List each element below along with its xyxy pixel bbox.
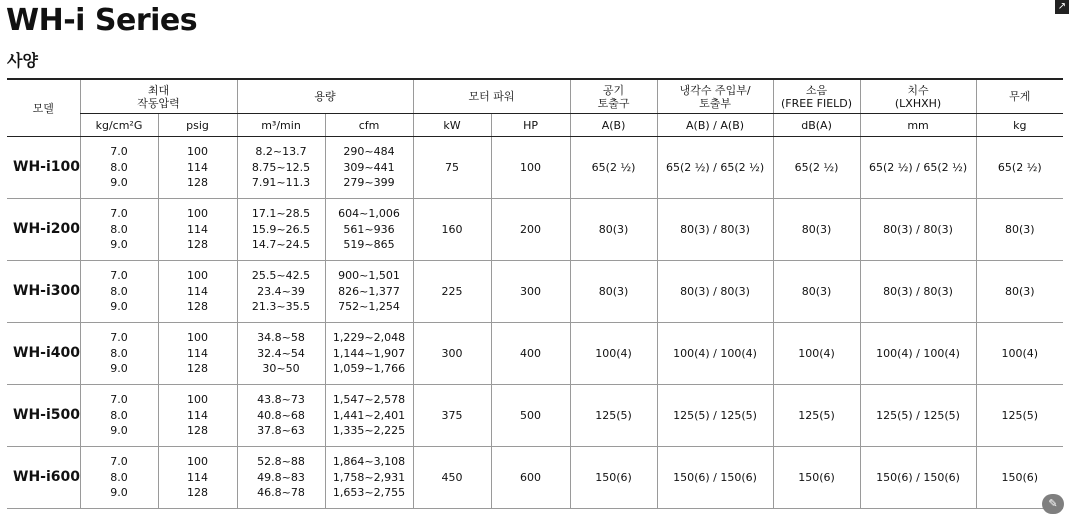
pressure-psig-value: 114 (187, 346, 208, 360)
pressure-psig-value: 114 (187, 160, 208, 174)
capacity-cfm-value: 1,441~2,401 (332, 408, 406, 422)
pressure-kgcm2g-value: 8.0 (110, 408, 128, 422)
air-outlet-cell: 65(2 ½) (570, 137, 657, 199)
pressure-psig-value: 100 (187, 207, 208, 221)
pressure-psig-cell (158, 199, 237, 261)
pressure-kgcm2g-cell (80, 447, 158, 509)
pressure-psig-value: 114 (187, 284, 208, 298)
header-pressure: 최대 작동압력 (80, 79, 237, 114)
motor-kw-cell: 375 (413, 385, 491, 447)
dimensions-cell: 65(2 ½) / 65(2 ½) (860, 137, 976, 199)
coolant-port-cell: 80(3) / 80(3) (657, 199, 773, 261)
pressure-kgcm2g-value: 8.0 (110, 470, 128, 484)
noise-cell: 80(3) (773, 199, 860, 261)
motor-kw-cell: 225 (413, 261, 491, 323)
capacity-m3min-value: 34.8~58 (257, 331, 305, 345)
unit-kw: kW (413, 114, 491, 137)
table-row (7, 385, 1063, 447)
unit-dimensions: mm (860, 114, 976, 137)
capacity-cfm-value: 1,653~2,755 (332, 486, 406, 500)
capacity-cfm-value: 290~484 (343, 145, 395, 159)
dimensions-cell: 80(3) / 80(3) (860, 261, 976, 323)
capacity-m3min-cell (237, 385, 325, 447)
weight-cell: 65(2 ½) (976, 137, 1063, 199)
capacity-cfm-value: 1,758~2,931 (332, 470, 406, 484)
capacity-cfm-value: 752~1,254 (338, 300, 400, 314)
coolant-port-cell: 65(2 ½) / 65(2 ½) (657, 137, 773, 199)
section-title-spec: 사양 (7, 51, 38, 70)
capacity-m3min-value: 40.8~68 (257, 408, 305, 422)
pressure-psig-value: 100 (187, 269, 208, 283)
capacity-cfm-cell (325, 323, 413, 385)
capacity-cfm-value: 604~1,006 (338, 207, 400, 221)
capacity-cfm-value: 1,059~1,766 (332, 362, 406, 376)
capacity-m3min-cell (237, 323, 325, 385)
capacity-m3min-value: 43.8~73 (257, 393, 305, 407)
header-air-outlet: 공기 토출구 (570, 79, 657, 114)
capacity-m3min-value: 7.91~11.3 (251, 176, 311, 190)
pressure-psig-value: 128 (187, 300, 208, 314)
model-name-cell: WH-i300 (7, 261, 80, 323)
pressure-kgcm2g-cell (80, 385, 158, 447)
model-name-cell: WH-i500 (7, 385, 80, 447)
pressure-kgcm2g-value: 8.0 (110, 346, 128, 360)
capacity-cfm-value: 826~1,377 (338, 284, 400, 298)
pressure-psig-cell (158, 323, 237, 385)
capacity-m3min-cell (237, 199, 325, 261)
model-name-cell: WH-i100 (7, 137, 80, 199)
noise-cell: 125(5) (773, 385, 860, 447)
pressure-psig-value: 100 (187, 145, 208, 159)
table-row (7, 199, 1063, 261)
capacity-m3min-value: 46.8~78 (257, 486, 305, 500)
capacity-m3min-value: 17.1~28.5 (251, 207, 311, 221)
pressure-kgcm2g-value: 7.0 (110, 269, 128, 283)
weight-cell: 100(4) (976, 323, 1063, 385)
pressure-kgcm2g-value: 8.0 (110, 160, 128, 174)
edit-tool-icon[interactable]: ✎ (1042, 494, 1064, 514)
capacity-cfm-value: 519~865 (343, 238, 395, 252)
pressure-kgcm2g-cell (80, 261, 158, 323)
pressure-psig-value: 114 (187, 222, 208, 236)
capacity-cfm-value: 1,335~2,225 (332, 424, 406, 438)
pressure-psig-value: 128 (187, 238, 208, 252)
capacity-m3min-value: 30~50 (262, 362, 300, 376)
motor-hp-cell: 500 (491, 385, 570, 447)
capacity-m3min-value: 25.5~42.5 (251, 269, 311, 283)
pressure-kgcm2g-value: 7.0 (110, 145, 128, 159)
capacity-cfm-value: 900~1,501 (338, 269, 400, 283)
pressure-psig-value: 128 (187, 362, 208, 376)
unit-kgcm2g: kg/cm²G (80, 114, 158, 137)
capacity-cfm-value: 279~399 (343, 176, 395, 190)
capacity-cfm-cell (325, 385, 413, 447)
weight-cell: 80(3) (976, 261, 1063, 323)
header-dimensions: 치수 (LXHXH) (860, 79, 976, 114)
motor-kw-cell: 160 (413, 199, 491, 261)
unit-weight: kg (976, 114, 1063, 137)
pressure-kgcm2g-value: 9.0 (110, 238, 128, 252)
pressure-psig-cell (158, 385, 237, 447)
capacity-m3min-value: 32.4~54 (257, 346, 305, 360)
header-weight: 무게 (976, 79, 1063, 114)
dimensions-cell: 125(5) / 125(5) (860, 385, 976, 447)
noise-cell: 150(6) (773, 447, 860, 509)
pressure-kgcm2g-cell (80, 323, 158, 385)
air-outlet-cell: 80(3) (570, 261, 657, 323)
pressure-psig-value: 128 (187, 176, 208, 190)
pressure-kgcm2g-cell (80, 199, 158, 261)
pressure-kgcm2g-value: 7.0 (110, 331, 128, 345)
header-coolant: 냉각수 주입부/ 토출부 (657, 79, 773, 114)
air-outlet-cell: 80(3) (570, 199, 657, 261)
capacity-m3min-value: 49.8~83 (257, 470, 305, 484)
pressure-kgcm2g-cell (80, 137, 158, 199)
capacity-m3min-value: 21.3~35.5 (251, 300, 311, 314)
capacity-m3min-cell (237, 447, 325, 509)
spec-table (7, 78, 1063, 509)
air-outlet-cell: 150(6) (570, 447, 657, 509)
pressure-kgcm2g-value: 9.0 (110, 424, 128, 438)
dimensions-cell: 80(3) / 80(3) (860, 199, 976, 261)
pressure-kgcm2g-value: 9.0 (110, 300, 128, 314)
unit-noise: dB(A) (773, 114, 860, 137)
pressure-psig-value: 114 (187, 470, 208, 484)
unit-air-outlet: A(B) (570, 114, 657, 137)
pressure-psig-cell (158, 137, 237, 199)
motor-hp-cell: 100 (491, 137, 570, 199)
dimensions-cell: 100(4) / 100(4) (860, 323, 976, 385)
capacity-m3min-value: 8.2~13.7 (255, 145, 307, 159)
header-motor: 모터 파워 (413, 79, 570, 114)
air-outlet-cell: 125(5) (570, 385, 657, 447)
capacity-m3min-value: 14.7~24.5 (251, 238, 311, 252)
noise-cell: 65(2 ½) (773, 137, 860, 199)
motor-hp-cell: 200 (491, 199, 570, 261)
model-name-cell: WH-i600 (7, 447, 80, 509)
noise-cell: 80(3) (773, 261, 860, 323)
capacity-m3min-cell (237, 261, 325, 323)
close-icon[interactable]: ↗ (1055, 0, 1069, 14)
pressure-psig-value: 128 (187, 424, 208, 438)
pressure-kgcm2g-value: 9.0 (110, 486, 128, 500)
pressure-psig-value: 100 (187, 331, 208, 345)
unit-cfm: cfm (325, 114, 413, 137)
coolant-port-cell: 80(3) / 80(3) (657, 261, 773, 323)
capacity-cfm-value: 1,864~3,108 (332, 455, 406, 469)
weight-cell: 80(3) (976, 199, 1063, 261)
dimensions-cell: 150(6) / 150(6) (860, 447, 976, 509)
capacity-cfm-cell (325, 137, 413, 199)
page-title: WH-i Series (6, 3, 198, 38)
capacity-m3min-cell (237, 137, 325, 199)
motor-kw-cell: 450 (413, 447, 491, 509)
capacity-cfm-cell (325, 447, 413, 509)
table-row (7, 137, 1063, 199)
pressure-psig-cell (158, 261, 237, 323)
unit-m3min: m³/min (237, 114, 325, 137)
weight-cell: 125(5) (976, 385, 1063, 447)
header-noise: 소음 (FREE FIELD) (773, 79, 860, 114)
pressure-kgcm2g-value: 8.0 (110, 222, 128, 236)
coolant-port-cell: 100(4) / 100(4) (657, 323, 773, 385)
motor-hp-cell: 400 (491, 323, 570, 385)
air-outlet-cell: 100(4) (570, 323, 657, 385)
table-row (7, 261, 1063, 323)
header-capacity: 용량 (237, 79, 413, 114)
capacity-cfm-cell (325, 261, 413, 323)
capacity-cfm-value: 561~936 (343, 222, 395, 236)
pressure-kgcm2g-value: 8.0 (110, 284, 128, 298)
capacity-m3min-value: 37.8~63 (257, 424, 305, 438)
pressure-psig-value: 100 (187, 393, 208, 407)
coolant-port-cell: 150(6) / 150(6) (657, 447, 773, 509)
capacity-cfm-value: 309~441 (343, 160, 395, 174)
pressure-psig-value: 114 (187, 408, 208, 422)
pressure-kgcm2g-value: 7.0 (110, 455, 128, 469)
weight-cell: 150(6) (976, 447, 1063, 509)
table-row (7, 447, 1063, 509)
model-name-cell: WH-i200 (7, 199, 80, 261)
capacity-cfm-value: 1,144~1,907 (332, 346, 406, 360)
motor-kw-cell: 300 (413, 323, 491, 385)
capacity-cfm-value: 1,229~2,048 (332, 331, 406, 345)
capacity-cfm-cell (325, 199, 413, 261)
motor-hp-cell: 600 (491, 447, 570, 509)
motor-kw-cell: 75 (413, 137, 491, 199)
capacity-m3min-value: 52.8~88 (257, 455, 305, 469)
pressure-kgcm2g-value: 7.0 (110, 393, 128, 407)
table-row (7, 323, 1063, 385)
capacity-m3min-value: 15.9~26.5 (251, 222, 311, 236)
capacity-m3min-value: 23.4~39 (257, 284, 305, 298)
model-name-cell: WH-i400 (7, 323, 80, 385)
capacity-cfm-value: 1,547~2,578 (332, 393, 406, 407)
capacity-m3min-value: 8.75~12.5 (251, 160, 311, 174)
pressure-kgcm2g-value: 9.0 (110, 362, 128, 376)
unit-psig: psig (158, 114, 237, 137)
pressure-psig-cell (158, 447, 237, 509)
unit-coolant: A(B) / A(B) (657, 114, 773, 137)
coolant-port-cell: 125(5) / 125(5) (657, 385, 773, 447)
pressure-kgcm2g-value: 9.0 (110, 176, 128, 190)
header-model: 모델 (7, 79, 80, 137)
pressure-kgcm2g-value: 7.0 (110, 207, 128, 221)
unit-hp: HP (491, 114, 570, 137)
pressure-psig-value: 100 (187, 455, 208, 469)
noise-cell: 100(4) (773, 323, 860, 385)
pressure-psig-value: 128 (187, 486, 208, 500)
motor-hp-cell: 300 (491, 261, 570, 323)
